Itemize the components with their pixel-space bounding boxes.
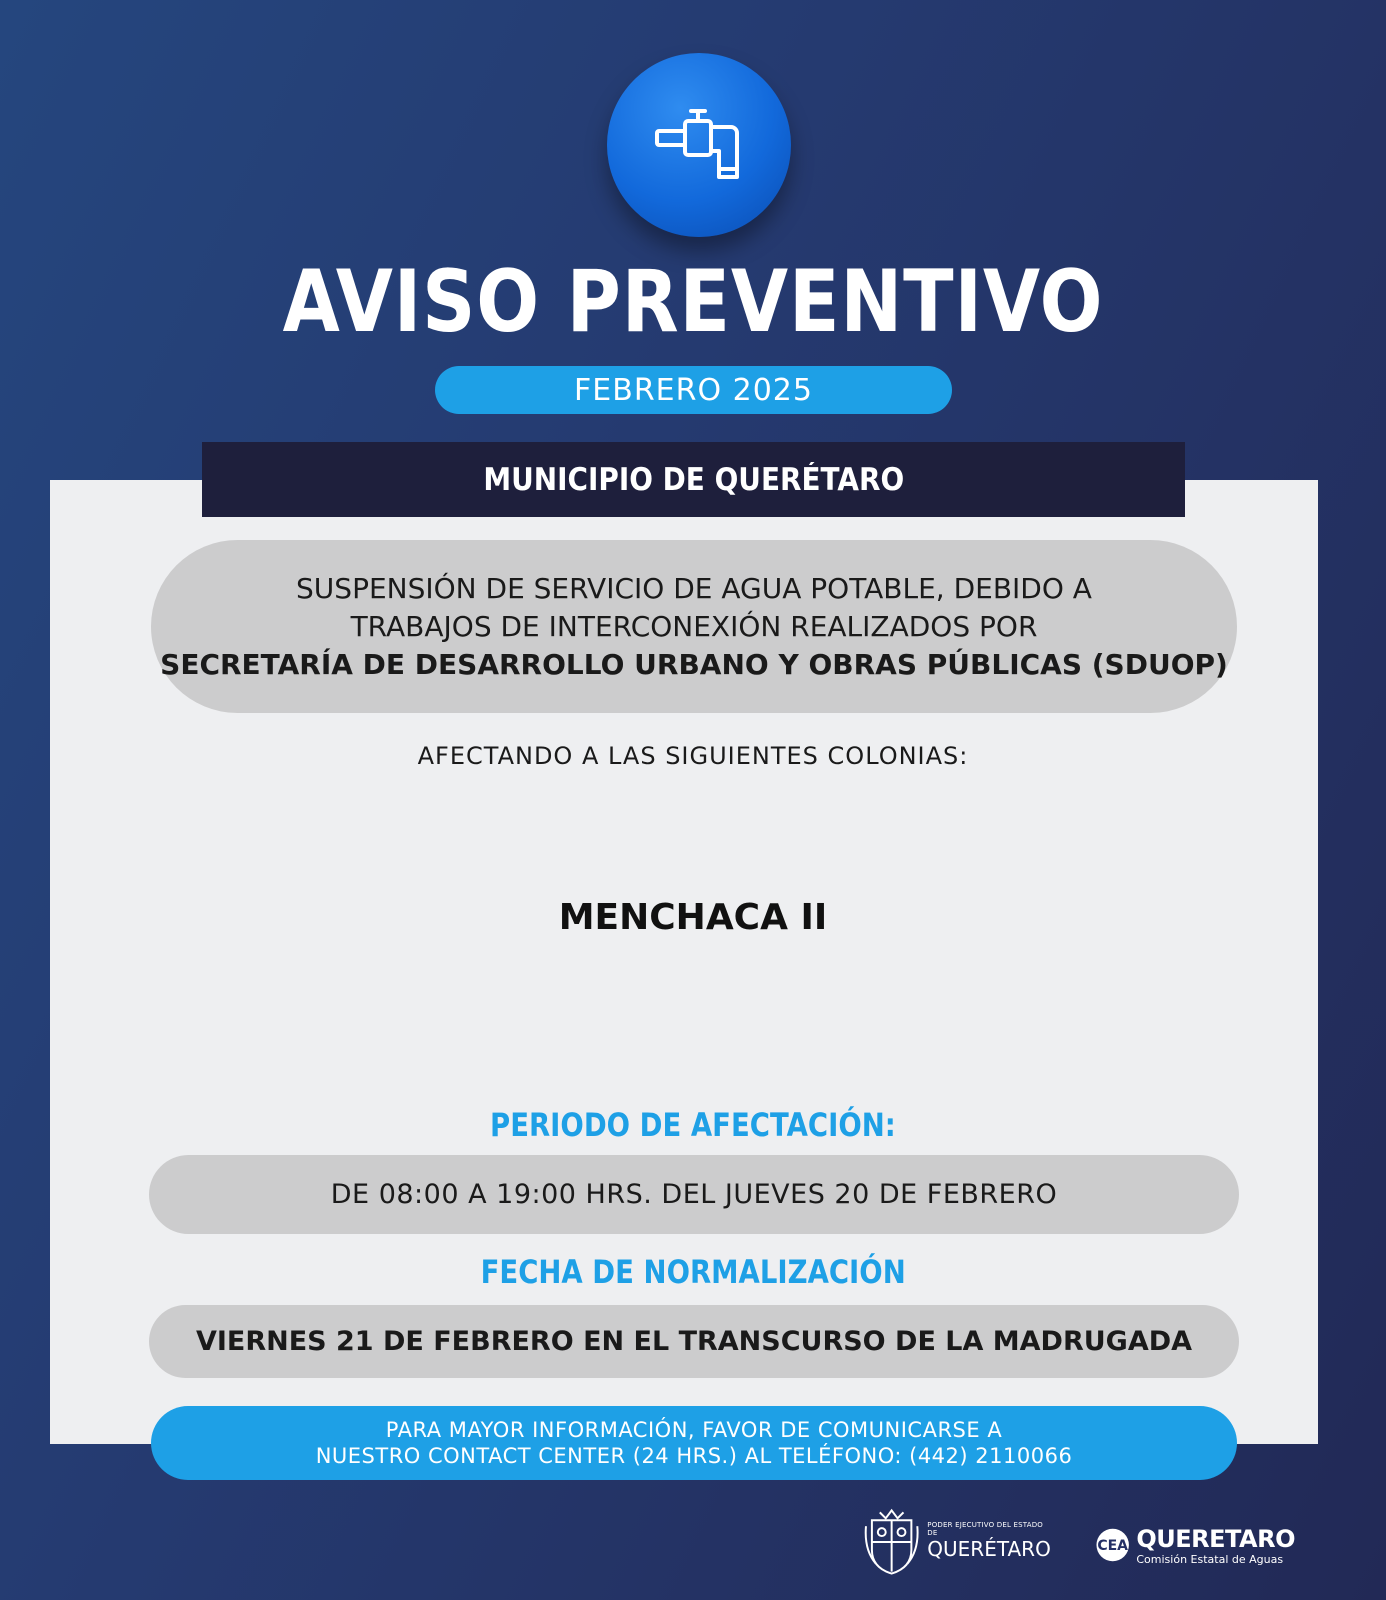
description-line-2: TRABAJOS DE INTERCONEXIÓN REALIZADOS POR (350, 609, 1038, 643)
state-government-logo (864, 1506, 1054, 1576)
description-line-3: SECRETARÍA DE DESARROLLO URBANO Y OBRAS PÚBLICAS (SDUOP) (160, 647, 1228, 681)
period-value: DE 08:00 A 19:00 HRS. DEL JUEVES 20 DE FEBRERO (330, 1179, 1058, 1210)
contact-pill (151, 1406, 1237, 1480)
cea-mark-icon (1095, 1521, 1130, 1569)
municipality-bar (202, 442, 1185, 517)
coat-of-arms-icon (864, 1506, 919, 1576)
period-pill (149, 1155, 1239, 1234)
normalization-pill (149, 1305, 1239, 1378)
state-logo-name: QUERÉTARO (927, 1537, 1051, 1561)
cea-mark-text: CEA (1097, 1538, 1129, 1555)
cea-logo-subtitle: Comisión Estatal de Aguas (1136, 1552, 1284, 1566)
municipality-label: MUNICIPIO DE QUERÉTARO (483, 461, 904, 498)
month-badge: FEBRERO 2025 (435, 366, 952, 414)
period-heading (0, 1106, 1386, 1144)
normalization-value: VIERNES 21 DE FEBRERO EN EL TRANSCURSO DE LA MADRUGADA (195, 1326, 1193, 1357)
normalization-heading-text: FECHA DE NORMALIZACIÓN (480, 1253, 906, 1291)
page-title: AVISO PREVENTIVO (282, 252, 1104, 352)
faucet-icon (649, 105, 749, 185)
normalization-heading (0, 1253, 1386, 1291)
period-heading-text: PERIODO DE AFECTACIÓN: (490, 1106, 896, 1144)
cea-logo (1095, 1515, 1295, 1575)
contact-line-2: NUESTRO CONTACT CENTER (24 HRS.) AL TELÉFONO: (442) 2110066 (315, 1444, 1073, 1468)
colonia-name: MENCHACA II (558, 897, 828, 938)
affecting-label: AFECTANDO A LAS SIGUIENTES COLONIAS: (417, 742, 969, 770)
faucet-badge (607, 53, 791, 237)
contact-line-1: PARA MAYOR INFORMACIÓN, FAVOR DE COMUNICARSE A (385, 1418, 1003, 1442)
description-pill (151, 540, 1237, 713)
cea-logo-name: QUERETARO (1136, 1524, 1295, 1553)
description-line-1: SUSPENSIÓN DE SERVICIO DE AGUA POTABLE, DEBIDO A (296, 571, 1092, 605)
state-logo-small-text: PODER EJECUTIVO DEL ESTADO DE (927, 1521, 1044, 1537)
